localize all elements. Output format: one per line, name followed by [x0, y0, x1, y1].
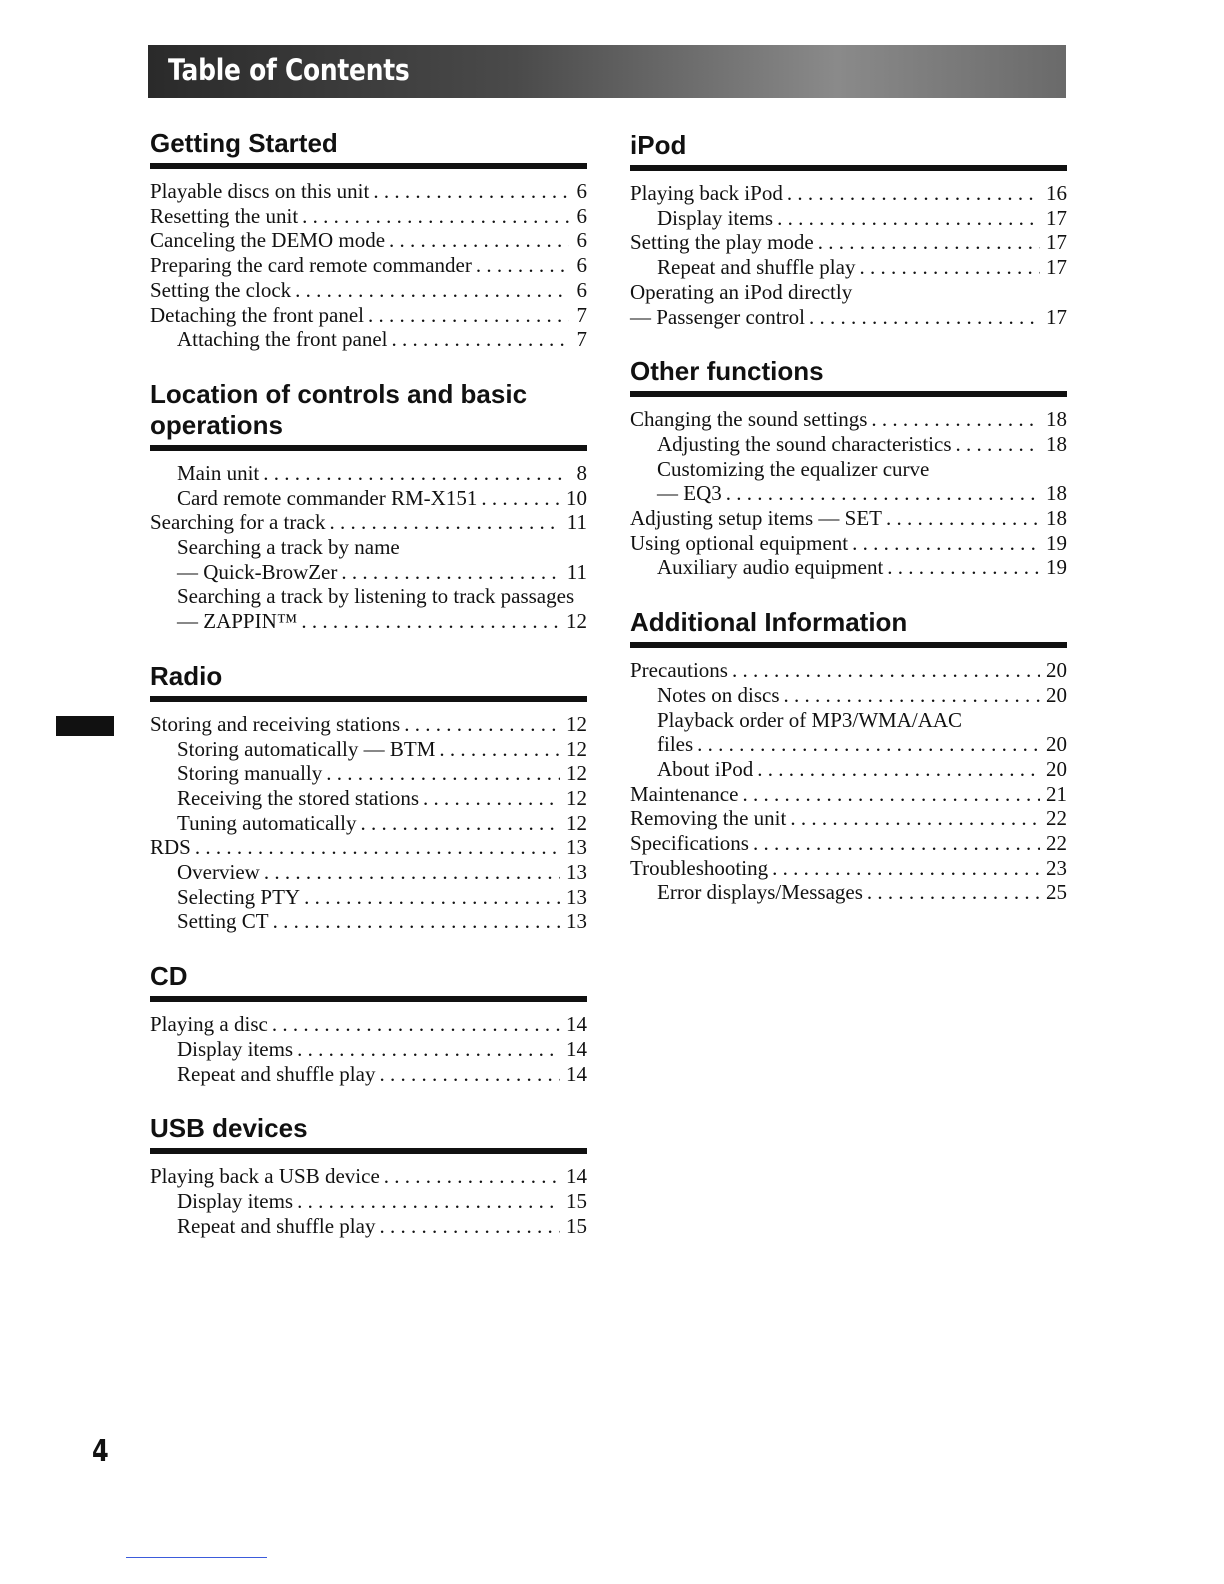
dot-leader: [330, 510, 561, 535]
toc-entry-title: Overview: [177, 860, 260, 885]
toc-entry-title: Playback order of MP3/WMA/AAC: [657, 707, 963, 732]
section-heading: USB devices: [150, 1113, 308, 1144]
toc-entry-title: Display items: [177, 1036, 294, 1061]
toc-entry-page: 19: [1046, 555, 1067, 580]
toc-entry-page: 6: [576, 203, 587, 228]
section-heading: iPod: [630, 130, 687, 160]
toc-entry-title: Specifications: [630, 831, 749, 856]
dot-leader: [476, 253, 569, 278]
toc-entry[interactable]: [150, 486, 587, 511]
right-column: [630, 130, 1067, 932]
toc-entry-page: 18: [1046, 481, 1067, 506]
toc-entry[interactable]: [150, 1037, 587, 1062]
toc-entry[interactable]: [150, 204, 587, 229]
section-heading: Getting Started: [150, 128, 338, 158]
dot-leader: [481, 486, 560, 511]
toc-entry-page: 12: [566, 711, 587, 736]
toc-section-ipod: [630, 130, 1067, 329]
toc-entry[interactable]: [150, 461, 587, 486]
section-rule: [150, 996, 587, 1002]
page-title: Table of Contents: [168, 53, 410, 87]
toc-entry[interactable]: [150, 1062, 587, 1087]
toc-entry-title: Display items: [177, 1188, 294, 1213]
dot-leader: [264, 860, 560, 885]
toc-entry-title: Resetting the unit: [150, 203, 299, 228]
toc-entry-page: 22: [1046, 806, 1067, 831]
dot-leader: [379, 1214, 560, 1239]
toc-section-location-of-controls-and-basic-operations: [150, 379, 587, 634]
toc-entry-title: Selecting PTY: [177, 884, 301, 909]
section-rule: [630, 642, 1067, 648]
toc-entry[interactable]: [150, 885, 587, 910]
left-column: [150, 128, 587, 1265]
toc-entry[interactable]: [150, 253, 587, 278]
toc-entry-page: 6: [576, 228, 587, 253]
toc-entry-title: Searching for a track: [150, 510, 326, 535]
dot-leader: [360, 811, 560, 836]
toc-section-radio: [150, 661, 587, 934]
toc-entry[interactable]: [150, 228, 587, 253]
toc-entry-page: 17: [1046, 304, 1067, 329]
toc-entry-page: 12: [566, 736, 587, 761]
toc-entry[interactable]: [630, 506, 1067, 531]
toc-entry[interactable]: [630, 880, 1067, 905]
toc-entry[interactable]: [630, 481, 1067, 506]
toc-entry[interactable]: [150, 1164, 587, 1189]
toc-entry-title: Removing the unit: [630, 806, 787, 831]
toc-entry-title: Maintenance: [630, 781, 739, 806]
dot-leader: [753, 831, 1040, 856]
toc-entry-page: 14: [566, 1061, 587, 1086]
toc-entry[interactable]: [150, 761, 587, 786]
toc-entry-page: 20: [1046, 732, 1067, 757]
toc-entry-title: Auxiliary audio equipment: [657, 555, 884, 580]
dot-leader: [732, 658, 1040, 683]
dot-leader: [777, 206, 1040, 231]
toc-entry[interactable]: [630, 555, 1067, 580]
toc-section-usb-devices: [150, 1113, 587, 1238]
toc-entry-title: — Quick-BrowZer: [177, 559, 338, 584]
dot-leader: [742, 782, 1040, 807]
dot-leader: [787, 181, 1040, 206]
toc-entry-title: Repeat and shuffle play: [657, 255, 856, 280]
toc-entry-page: 14: [566, 1036, 587, 1061]
toc-entry[interactable]: [150, 609, 587, 634]
toc-entry[interactable]: [630, 683, 1067, 708]
toc-entry-title: Playing a disc: [150, 1012, 268, 1037]
page-number: 4: [92, 1434, 109, 1469]
dot-leader: [726, 481, 1040, 506]
toc-section-getting-started: [150, 128, 587, 352]
toc-entry-page: 25: [1046, 880, 1067, 905]
toc-entry[interactable]: [150, 179, 587, 204]
section-heading: Other functions: [630, 356, 824, 387]
dot-leader: [439, 737, 560, 762]
toc-entry-title: Storing manually: [177, 761, 323, 786]
toc-entry-title: — Passenger control: [630, 304, 805, 329]
toc-entry-title: Setting CT: [177, 909, 269, 934]
toc-entry-title: — EQ3: [657, 481, 722, 506]
toc-entry[interactable]: [630, 407, 1067, 432]
dot-leader: [295, 278, 569, 303]
toc-entry-page: 14: [566, 1164, 587, 1189]
toc-entry-title: Preparing the card remote commander: [150, 253, 472, 278]
toc-entry[interactable]: [150, 1189, 587, 1214]
dot-leader: [195, 835, 560, 860]
toc-entry[interactable]: [150, 786, 587, 811]
toc-entry-title: Storing automatically — BTM: [177, 736, 436, 761]
toc-entry[interactable]: [150, 909, 587, 934]
toc-entry-title: Detaching the front panel: [150, 302, 364, 327]
toc-entry-title: Storing and receiving stations: [150, 711, 401, 736]
toc-entry-page: 18: [1046, 506, 1067, 531]
dot-leader: [297, 1189, 560, 1214]
toc-entry-page: 20: [1046, 756, 1067, 781]
toc-entry-page: 13: [566, 860, 587, 885]
toc-entry[interactable]: [630, 280, 1067, 305]
toc-section-cd: [150, 961, 587, 1086]
toc-entry-page: 7: [576, 302, 587, 327]
section-heading: Additional Information: [630, 607, 908, 638]
toc-entry[interactable]: [150, 811, 587, 836]
toc-entry-title: Customizing the equalizer curve: [657, 456, 930, 481]
toc-entry-page: 10: [566, 485, 587, 510]
dot-leader: [956, 432, 1040, 457]
toc-entry-page: 19: [1046, 530, 1067, 555]
toc-entry[interactable]: [150, 737, 587, 762]
toc-entry-page: 23: [1046, 855, 1067, 880]
dot-leader: [859, 255, 1040, 280]
toc-entry-page: 22: [1046, 831, 1067, 856]
toc-entry-title: Adjusting setup items — SET: [630, 506, 882, 531]
toc-entry[interactable]: [630, 230, 1067, 255]
toc-entry-title: Main unit: [177, 460, 260, 485]
toc-entry-title: Error displays/Messages: [657, 880, 863, 905]
toc-entry[interactable]: [630, 757, 1067, 782]
toc-entry[interactable]: [630, 457, 1067, 482]
toc-entry-title: Setting the clock: [150, 277, 292, 302]
toc-entry-title: Canceling the DEMO mode: [150, 228, 386, 253]
toc-entry[interactable]: [630, 806, 1067, 831]
toc-entry-title: — ZAPPIN™: [177, 609, 298, 634]
dot-leader: [368, 303, 569, 328]
toc-entry-title: Playable discs on this unit: [150, 179, 370, 203]
toc-entry-title: Display items: [657, 205, 774, 230]
toc-entry[interactable]: [630, 658, 1067, 683]
toc-entry-page: 6: [576, 179, 587, 203]
toc-entry-title: Repeat and shuffle play: [177, 1213, 376, 1238]
dot-leader: [326, 761, 560, 786]
toc-entry[interactable]: [630, 732, 1067, 757]
toc-entry-page: 11: [566, 510, 587, 535]
section-rule: [630, 391, 1067, 397]
dot-leader: [297, 1037, 560, 1062]
toc-entry-page: 17: [1046, 255, 1067, 280]
footer-rule: [126, 1557, 267, 1558]
dot-leader: [423, 786, 560, 811]
toc-section-additional-information: [630, 607, 1067, 905]
toc-entry-title: Searching a track by name: [177, 535, 400, 560]
toc-entry[interactable]: [150, 584, 587, 609]
dot-leader: [757, 757, 1040, 782]
toc-entry[interactable]: [630, 255, 1067, 280]
dot-leader: [852, 531, 1040, 556]
toc-entry-title: Adjusting the sound characteristics: [657, 431, 952, 456]
toc-entry-title: RDS: [150, 835, 191, 860]
dot-leader: [867, 880, 1040, 905]
toc-entry-page: 18: [1046, 407, 1067, 432]
section-rule: [150, 445, 587, 451]
toc-entry[interactable]: [150, 560, 587, 585]
toc-entry[interactable]: [150, 860, 587, 885]
toc-entry[interactable]: [630, 782, 1067, 807]
toc-entry[interactable]: [630, 432, 1067, 457]
toc-entry[interactable]: [150, 303, 587, 328]
toc-entry[interactable]: [630, 831, 1067, 856]
toc-entry[interactable]: [150, 510, 587, 535]
toc-entry-page: 6: [576, 277, 587, 302]
toc-entry[interactable]: [630, 305, 1067, 330]
dot-leader: [272, 1012, 560, 1037]
toc-entry-title: files: [657, 732, 694, 757]
toc-section-other-functions: [630, 356, 1067, 580]
dot-leader: [818, 230, 1040, 255]
toc-entry-title: About iPod: [657, 756, 754, 781]
toc-entry-title: Playing back iPod: [630, 181, 783, 205]
toc-entry-page: 6: [576, 253, 587, 278]
toc-entry[interactable]: [630, 531, 1067, 556]
toc-entry-page: 7: [576, 327, 587, 352]
dot-leader: [273, 909, 560, 934]
toc-entry[interactable]: [150, 535, 587, 560]
dot-leader: [886, 506, 1040, 531]
dot-leader: [697, 732, 1040, 757]
dot-leader: [379, 1062, 560, 1087]
toc-entry-title: Operating an iPod directly: [630, 279, 853, 304]
dot-leader: [887, 555, 1040, 580]
dot-leader: [392, 327, 569, 352]
dot-leader: [373, 179, 569, 204]
toc-entry-page: 8: [576, 460, 587, 485]
dot-leader: [404, 712, 560, 737]
toc-entry[interactable]: [150, 1214, 587, 1239]
toc-entry-page: 20: [1046, 658, 1067, 683]
dot-leader: [341, 560, 560, 585]
toc-entry-page: 15: [566, 1213, 587, 1238]
dot-leader: [772, 856, 1040, 881]
toc-entry-title: Precautions: [630, 658, 728, 683]
toc-entry-page: 14: [566, 1012, 587, 1037]
toc-entry-title: Attaching the front panel: [177, 327, 388, 352]
toc-entry-page: 12: [566, 785, 587, 810]
toc-entry-title: Tuning automatically: [177, 810, 357, 835]
toc-entry-page: 12: [566, 609, 587, 634]
section-heading: CD: [150, 961, 188, 992]
section-heading: Location of controls and basic operations: [150, 378, 528, 440]
toc-entry[interactable]: [150, 1012, 587, 1037]
toc-entry-page: 21: [1046, 781, 1067, 806]
toc-entry-title: Troubleshooting: [630, 855, 769, 880]
toc-entry-page: 12: [566, 810, 587, 835]
toc-entry-page: 18: [1046, 431, 1067, 456]
section-rule: [630, 165, 1067, 171]
toc-entry-title: Receiving the stored stations: [177, 785, 420, 810]
toc-entry[interactable]: [630, 708, 1067, 733]
dot-leader: [790, 806, 1040, 831]
dot-leader: [809, 305, 1040, 330]
toc-entry-page: 12: [566, 761, 587, 786]
toc-entry[interactable]: [630, 206, 1067, 231]
dot-leader: [304, 885, 560, 910]
dot-leader: [263, 461, 569, 486]
toc-entry[interactable]: [630, 856, 1067, 881]
toc-entry[interactable]: [150, 835, 587, 860]
toc-entry[interactable]: [630, 181, 1067, 206]
toc-entry-page: 17: [1046, 205, 1067, 230]
toc-entry-page: 17: [1046, 230, 1067, 255]
toc-entry[interactable]: [150, 327, 587, 352]
toc-entry[interactable]: [150, 712, 587, 737]
toc-entry-title: Playing back a USB device: [150, 1164, 380, 1189]
dot-leader: [784, 683, 1041, 708]
toc-entry-title: Changing the sound settings: [630, 407, 868, 432]
toc-entry-title: Repeat and shuffle play: [177, 1061, 376, 1086]
section-heading: Radio: [150, 660, 223, 691]
toc-entry-title: Searching a track by listening to track passages: [177, 584, 575, 609]
dot-leader: [384, 1164, 560, 1189]
dot-leader: [389, 228, 569, 253]
toc-entry-title: Notes on discs: [657, 682, 780, 707]
toc-entry-title: Card remote commander RM-X151: [177, 485, 478, 510]
section-rule: [150, 1148, 587, 1154]
toc-entry-page: 20: [1046, 682, 1067, 707]
section-tab-marker: [56, 716, 114, 736]
section-rule: [150, 163, 587, 169]
toc-entry-page: 11: [566, 559, 587, 584]
dot-leader: [302, 204, 569, 229]
toc-entry[interactable]: [150, 278, 587, 303]
toc-entry-page: 16: [1046, 181, 1067, 205]
toc-title-bar: [148, 45, 1066, 98]
toc-entry-page: 15: [566, 1188, 587, 1213]
toc-entry-page: 13: [566, 884, 587, 909]
toc-entry-page: 13: [566, 835, 587, 860]
toc-entry-title: Setting the play mode: [630, 230, 814, 255]
toc-entry-page: 13: [566, 909, 587, 934]
dot-leader: [301, 609, 560, 634]
toc-entry-title: Using optional equipment: [630, 530, 849, 555]
dot-leader: [871, 407, 1040, 432]
section-rule: [150, 696, 587, 702]
